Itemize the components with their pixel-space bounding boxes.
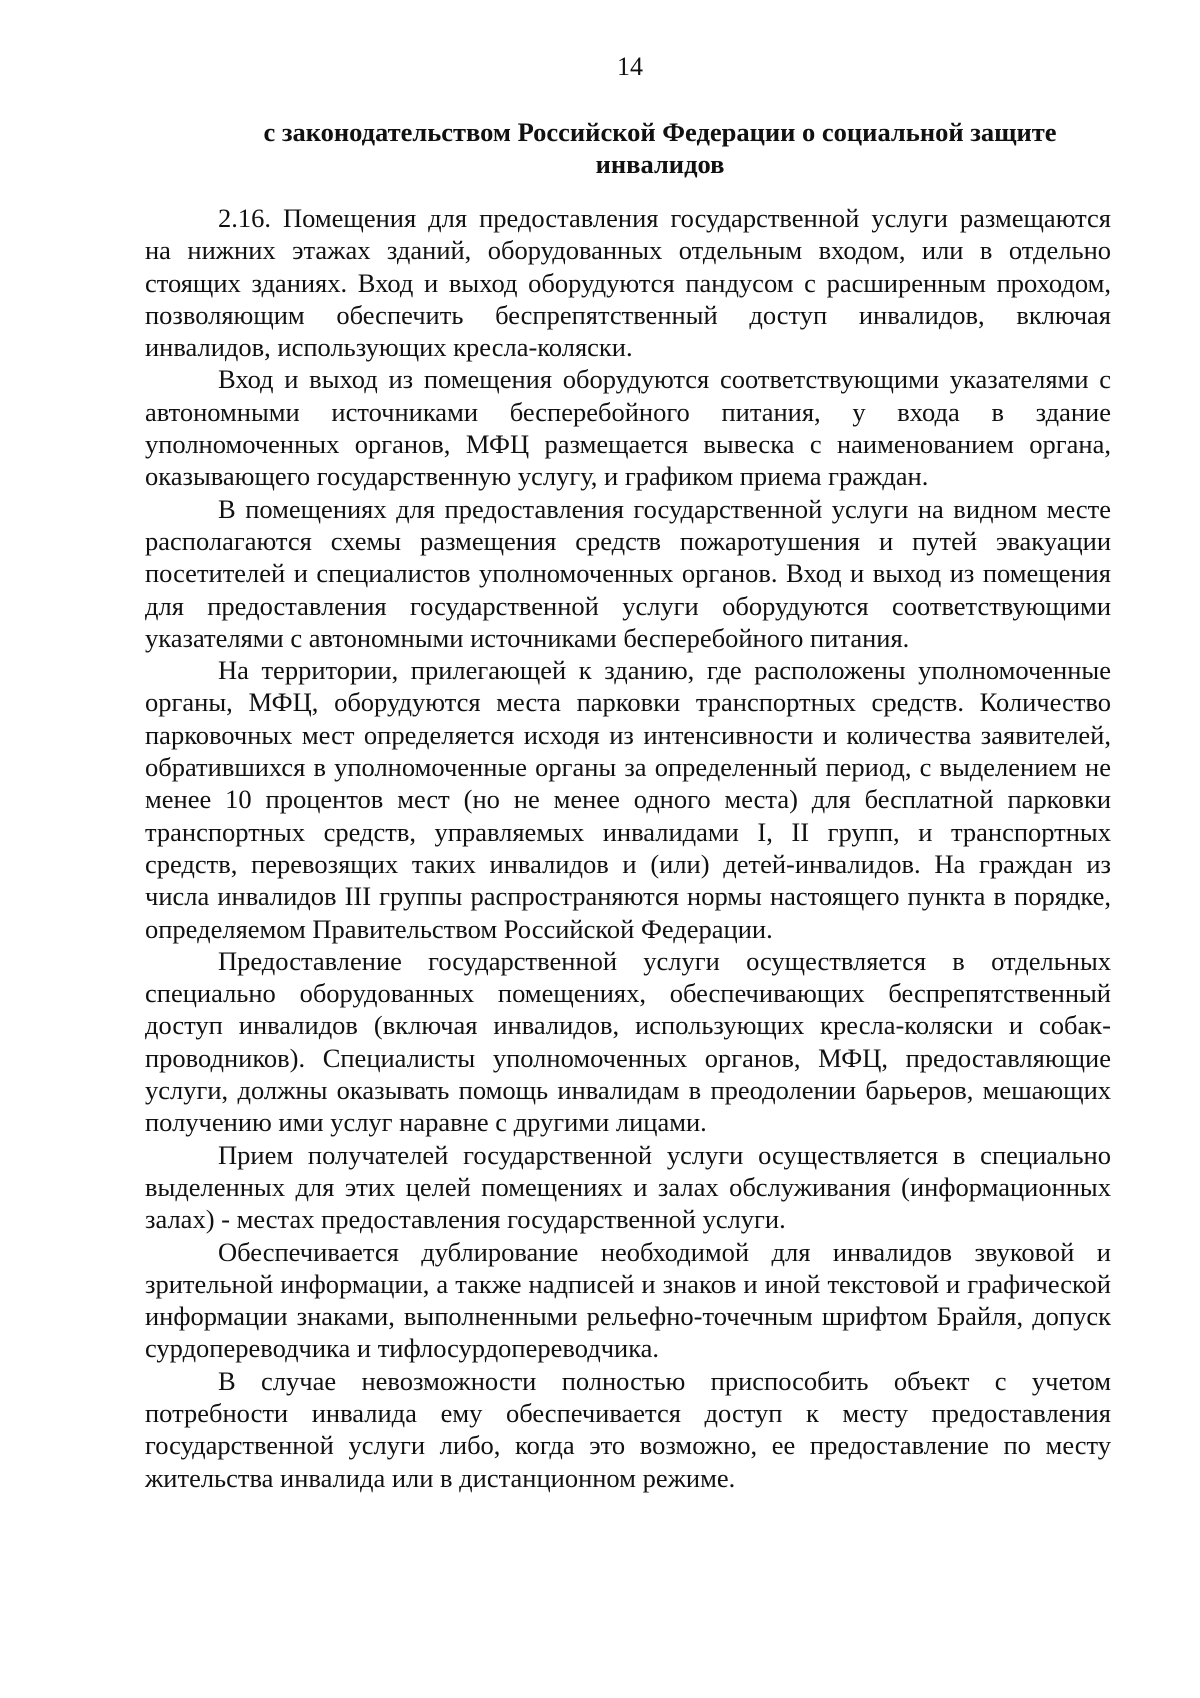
body-text	[145, 202, 1111, 1494]
paragraph-accessible-premises: Предоставление государственной услуги осуществляется в отдельных специально оборудованных помещениях, обеспечивающих беспрепятственный доступ инвалидов (включая инвалидов, использующих кресла-коляски и собак-проводников). Специалисты уполномоченных органов, МФЦ, предоставляющие услуги, должны оказывать помощь инвалидам в преодолении барьеров, мешающих получению ими услуг наравне с другими лицами.	[145, 945, 1111, 1138]
page-number: 14	[617, 52, 643, 81]
paragraph-evacuation-schemes: В помещениях для предоставления государственной услуги на видном месте располагаются схемы размещения средств пожаротушения и путей эвакуации посетителей и специалистов уполномоченных органов. Вход и выход из помещения для предоставления государственной услуги оборудуются соответствующими указателями с автономными источниками бесперебойного питания.	[145, 493, 1111, 653]
paragraph-service-halls: Прием получателей государственной услуги осуществляется в специально выделенных для этих целей помещениях и залах обслуживания (информационных залах) - местах предоставления государственной услуги.	[145, 1139, 1111, 1235]
paragraph-entrance-signage: Вход и выход из помещения оборудуются соответствующими указателями с автономными источниками бесперебойного питания, у входа в здание уполномоченных органов, МФЦ размещается вывеска с наименованием органа, оказывающего государственную услугу, и графиком приема граждан.	[145, 364, 1111, 492]
section-heading: с законодательством Российской Федерации о социальной защите инвалидов	[263, 117, 1057, 179]
paragraph-information-duplication: Обеспечивается дублирование необходимой для инвалидов звуковой и зрительной информации, а также надписей и знаков и иной текстовой и графической информации знаками, выполненными рельефно-точечным шрифтом Брайля, допуск сурдопереводчика и тифлосурдопереводчика.	[145, 1236, 1111, 1364]
paragraph-parking: На территории, прилегающей к зданию, где расположены уполномоченные органы, МФЦ, оборудуются места парковки транспортных средств. Количество парковочных мест определяется исходя из интенсивности и количества заявителей, обратившихся в уполномоченные органы за определенный период, с выделением не менее 10 процентов мест (но не менее одного места) для бесплатной парковки транспортных средств, управляемых инвалидами I, II групп, и транспортных средств, перевозящих таких инвалидов и (или) детей-инвалидов. На граждан из числа инвалидов III группы распространяются нормы настоящего пункта в порядке, определяемом Правительством Российской Федерации.	[145, 655, 1111, 944]
paragraph-remote-service: В случае невозможности полностью приспособить объект с учетом потребности инвалида ему обеспечивается доступ к месту предоставления государственной услуги либо, когда это возможно, ее предоставление по месту жительства инвалида или в дистанционном режиме.	[145, 1365, 1111, 1493]
paragraph-2-16: 2.16. Помещения для предоставления государственной услуги размещаются на нижних этажах зданий, оборудованных отдельным входом, или в отдельно стоящих зданиях. Вход и выход оборудуются пандусом с расширенным проходом, позволяющим обеспечить беспрепятственный доступ инвалидов, включая инвалидов, использующих кресла-коляски.	[145, 203, 1111, 363]
